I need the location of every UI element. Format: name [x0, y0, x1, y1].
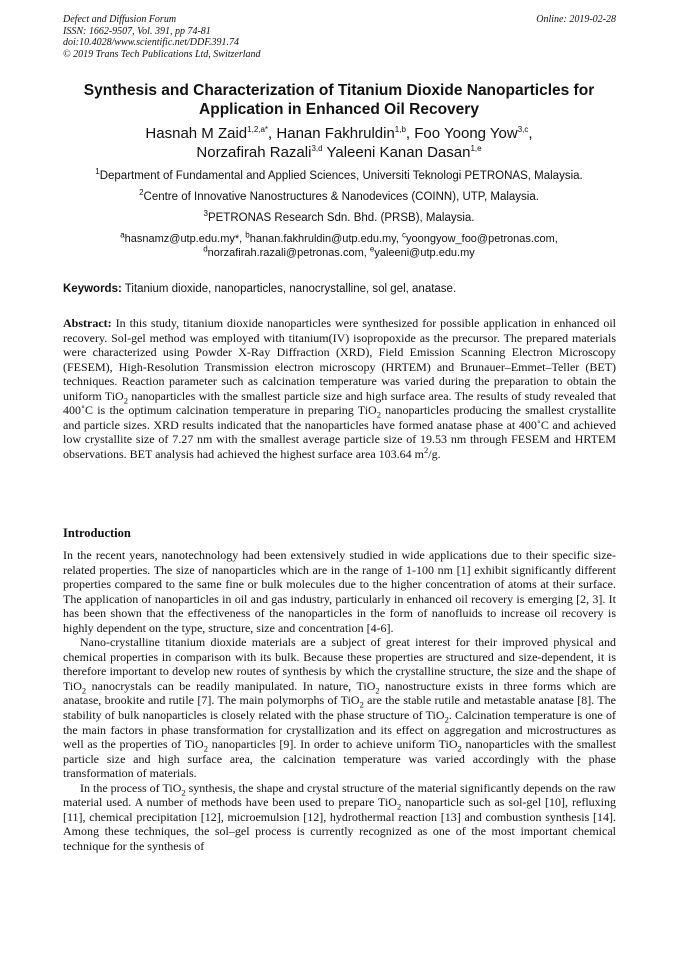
author-name: Hanan Fakhruldin — [276, 125, 395, 142]
author-sup: 1,e — [470, 144, 482, 153]
affiliation-1 — [40, 169, 638, 183]
subscript: 2 — [359, 699, 364, 710]
subscript: 2 — [376, 409, 381, 420]
email-sup: e — [369, 244, 375, 254]
affiliation-text: Department of Fundamental and Applied Sciences, Universiti Teknologi PETRONAS, Malaysia. — [99, 170, 583, 182]
paragraph-text: nanoparticles [9]. In order to achieve uniform TiO — [207, 737, 458, 752]
author-name: Norzafirah Razali — [196, 144, 312, 161]
affiliation-sup: 1 — [95, 167, 100, 177]
doi-line: doi:10.4028/www.scientific.net/DDF.391.74 — [63, 37, 240, 48]
paragraph-text: are the stable rutile and metastable anatase [8]. The stability of bulk nanoparticles is closely related with the phase structure of TiO — [63, 693, 617, 723]
author-sup: 1,2,a* — [247, 125, 269, 134]
abstract-text: In this study, titanium dioxide nanoparticles were synthesized for possible application in enhanced oil recovery. Sol-gel method was employed with titanium(IV) isopropoxide as the precursor. The prepared materials were characterized using Powder X-Ray Diffraction (XRD), Field Emission Scanning Electron Microscopy (FESEM), High-Resolution Transmission electron microscopy (HRTEM) and Brunauer–Emmet–Teller (BET) techniques. Reaction parameter such as calcination temperature was varied during the preparation to obtain the uniform TiO — [63, 316, 616, 403]
paragraph-text: nanoparticles with the smallest particle size and high surface area, the calcination temperature was varied accordingly with the phase transformation of materials. — [63, 737, 616, 781]
introduction-body — [63, 548, 616, 853]
email-sup: b — [245, 230, 250, 240]
affiliation-2 — [40, 190, 638, 204]
keywords-label: Keywords: — [63, 283, 122, 295]
author-sup: 1,b — [394, 125, 406, 134]
email-sup: d — [203, 244, 208, 254]
paragraph-text: nanoparticle such as sol-gel [10], refluxing [11], chemical precipitation [12], microemulsion [12], hydrothermal reaction [13] and combustion synthesis [14]. Among these techniques, the sol–gel process is currently recognized as one of the most important chemical technique for the synthesis of — [63, 795, 616, 853]
abstract-text: nanoparticles with the smallest particle size and high surface area. The results of study revealed that 400˚C is the optimum calcination temperature in preparing TiO — [63, 388, 616, 418]
copyright-line: © 2019 Trans Tech Publications Ltd, Switzerland — [63, 48, 261, 60]
paragraph — [63, 635, 616, 780]
subscript: 2 — [181, 787, 186, 798]
author-name: Yaleeni Kanan Dasan — [326, 144, 471, 161]
subscript: 2 — [457, 743, 462, 754]
subscript: 2 — [203, 743, 208, 754]
paragraph-text: Nano-crystalline titanium dioxide materials are a subject of great interest for their improved physical and chemical properties in comparison with its bulk. Because these properties are structured and size-dependent, it is therefore important to develop new routes of synthesis by which the crystalline structure, the size and the shape of TiO — [63, 635, 616, 693]
author-sup: 3,d — [311, 144, 323, 153]
abstract-text: nanoparticles producing the smallest crystallite and particle sizes. XRD results indicated that the nanoparticles have formed anatase phase at 400˚C and achieved low crystallite size of 7.27 nm with the smallest average particle size of 19.53 nm through FESEM and HRTEM observations. BET analysis had achieved the highest surface area 103.64 m — [63, 403, 616, 461]
paragraph-text: synthesis, the shape and crystal structure of the material significantly depends on the raw material used. A number of methods have been used to prepare TiO — [63, 780, 616, 810]
email-link[interactable]: hanan.fakhruldin@utp.edu.my — [249, 233, 396, 245]
email-link[interactable]: yoongyow_foo@petronas.com — [405, 233, 555, 245]
affiliation-sup: 2 — [139, 188, 144, 198]
abstract-label: Abstract: — [63, 316, 112, 330]
abstract — [63, 316, 616, 461]
paragraph — [63, 781, 616, 854]
email-list: $^a$hasnamz@utp.edu.my*, $^b$hanan.fakhruldin@utp.edu.my, $^c$yoongyow_foo@petronas.com, $^d$norzafirah.razali@petronas.com, $^e$yaleeni@utp.edu.my — [120, 230, 558, 259]
email-link[interactable]: norzafirah.razali@petronas.com — [207, 247, 364, 259]
affiliation-text: PETRONAS Research Sdn. Bhd. (PRSB), Malaysia. — [207, 212, 475, 224]
paragraph-text: In the process of TiO — [80, 780, 182, 795]
email-link[interactable]: yaleeni@utp.edu.my — [374, 247, 475, 259]
paper-title: Synthesis and Characterization of Titanium Dioxide Nanoparticles for Application in Enhanced Oil Recovery — [83, 82, 595, 118]
author-sup: 3,c — [517, 125, 529, 134]
subscript: 2 — [375, 685, 380, 696]
affiliation-3 — [40, 211, 638, 225]
superscript: 2 — [424, 444, 429, 455]
paragraph-text: nanostructure exists in three forms which are anatase, brookite and rutile [7]. The main polymorphs of TiO — [63, 678, 616, 708]
subscript: 2 — [81, 685, 87, 696]
author-name: Foo Yoong Yow — [414, 125, 518, 142]
subscript: 2 — [123, 395, 128, 406]
keywords-text: Titanium dioxide, nanoparticles, nanocrystalline, sol gel, anatase. — [124, 283, 457, 295]
email-sup: a — [120, 230, 125, 240]
affiliation-text: Centre of Innovative Nanostructures & Nanodevices (COINN), UTP, Malaysia. — [143, 191, 539, 203]
abstract-text: /g. — [428, 446, 441, 461]
email-link[interactable]: hasnamz@utp.edu.my* — [124, 233, 240, 245]
journal-header — [63, 14, 616, 60]
journal-name: Defect and Diffusion Forum — [63, 14, 177, 25]
email-sup: c — [401, 230, 406, 240]
subscript: 2 — [396, 801, 402, 812]
author-list: Hasnah M Zaid$^{1,2,a*}$, Hanan Fakhruldin$^{1,b}$, Foo Yoong Yow$^{3,c}$, Norzafirah Razali$^{3,d}$ Yaleeni Kanan Dasan$^{1,e}$ — [145, 125, 533, 161]
keywords — [63, 282, 616, 296]
issn-line: ISSN: 1662-9507, Vol. 391, pp 74-81 — [63, 25, 211, 37]
paragraph-text: nanocrystals can be readily manipulated. In nature, TiO — [86, 678, 376, 693]
subscript: 2 — [444, 714, 449, 725]
affiliation-sup: 3 — [203, 209, 208, 219]
paragraph: In the recent years, nanotechnology had been extensively studied in wide applications due to their specific size-related properties. The size of nanoparticles which are in the range of 1-100 nm [1] exhibit significantly different properties compared to the same fine or bulk molecules due to the higher concentration of atoms at their surface. The application of nanoparticles in oil and gas industry, particularly in enhanced oil recovery is emerging [2, 3]. It has been shown that the effectiveness of the nanoparticles in the form of nanofluids to increase oil recovery is highly dependent on the type, structure, size and concentration [4-6]. — [63, 548, 616, 635]
section-heading: Introduction — [63, 526, 131, 540]
online-date: Online: 2019-02-28 — [536, 14, 616, 25]
author-name: Hasnah M Zaid — [145, 125, 248, 142]
paragraph-text: . Calcination temperature is one of the main factors in phase transformation for crystallization and its effect on aggregation and microstructures as well as the properties of TiO — [63, 708, 616, 752]
